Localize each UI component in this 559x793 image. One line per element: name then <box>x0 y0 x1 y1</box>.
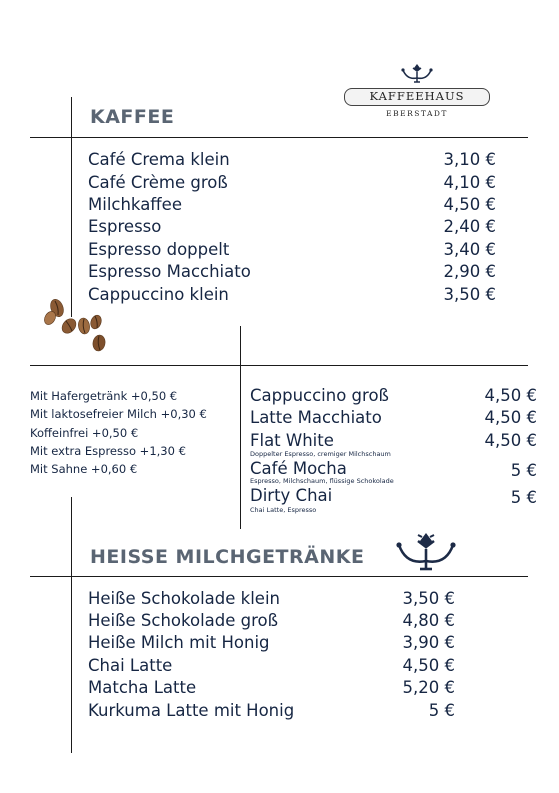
menu-item-description: Doppelter Espresso, cremiger Milchschaum <box>250 450 391 458</box>
menu-item-price: 4,50 € <box>484 386 537 405</box>
menu-item-price: 4,50 € <box>484 408 537 427</box>
menu-item-name: Heiße Milch mit Honig <box>88 633 270 652</box>
menu-item-name: Chai Latte <box>88 656 173 675</box>
extra-item: Koffeinfrei +0,50 € <box>30 426 139 440</box>
menu-item-price: 2,90 € <box>443 262 496 281</box>
rule-vertical-middle <box>240 326 241 529</box>
menu-item-price: 2,40 € <box>443 217 496 236</box>
chandelier-icon <box>396 531 456 577</box>
menu-item-price: 5 € <box>428 701 455 720</box>
menu-item-description: Chai Latte, Espresso <box>250 506 317 514</box>
menu-item-price: 4,10 € <box>443 173 496 192</box>
menu-item-price: 4,50 € <box>443 195 496 214</box>
rule-horizontal-middle <box>30 365 528 366</box>
menu-item-price: 3,50 € <box>402 589 455 608</box>
menu-item-name: Milchkaffee <box>88 195 182 214</box>
menu-item-description: Espresso, Milchschaum, flüssige Schokolade <box>250 477 394 485</box>
menu-item-name: Kurkuma Latte mit Honig <box>88 701 295 720</box>
menu-item-name: Espresso <box>88 217 162 236</box>
menu-item-name: Heiße Schokolade klein <box>88 589 280 608</box>
rule-vertical-milch <box>71 497 72 753</box>
menu-item-price: 5 € <box>510 461 537 480</box>
menu-item-price: 3,10 € <box>443 150 496 169</box>
menu-item-price: 4,50 € <box>402 656 455 675</box>
kaffeehaus-logo <box>344 62 490 122</box>
extra-item: Mit Sahne +0,60 € <box>30 462 138 476</box>
extra-item: Mit laktosefreier Milch +0,30 € <box>30 407 207 421</box>
menu-item-name: Cappuccino groß <box>250 386 389 405</box>
menu-item-price: 4,50 € <box>484 431 537 450</box>
menu-item-name: Latte Macchiato <box>250 408 382 427</box>
menu-item-price: 3,90 € <box>402 633 455 652</box>
logo-location: EBERSTADT <box>386 109 448 118</box>
extra-item: Mit Hafergetränk +0,50 € <box>30 389 178 403</box>
rule-vertical-kaffee <box>71 97 72 317</box>
menu-item-name: Dirty Chai <box>250 486 333 505</box>
logo-name: KAFFEEHAUS <box>369 89 465 103</box>
menu-item-name: Cappuccino klein <box>88 285 229 304</box>
menu-item-price: 5 € <box>510 488 537 507</box>
section-title-milch: HEISSE MILCHGETRÄNKE <box>90 546 365 568</box>
chandelier-icon <box>401 62 433 88</box>
menu-item-name: Heiße Schokolade groß <box>88 611 279 630</box>
menu-item-price: 3,40 € <box>443 240 496 259</box>
menu-item-name: Café Mocha <box>250 459 347 478</box>
menu-item-name: Espresso doppelt <box>88 240 230 259</box>
menu-item-price: 4,80 € <box>402 611 455 630</box>
menu-item-name: Matcha Latte <box>88 678 197 697</box>
menu-item-name: Espresso Macchiato <box>88 262 251 281</box>
menu-item-price: 5,20 € <box>402 678 455 697</box>
menu-item-name: Café Crema klein <box>88 150 230 169</box>
coffee-beans-icon <box>44 296 110 364</box>
menu-item-name: Café Crème groß <box>88 173 228 192</box>
section-title-kaffee: KAFFEE <box>90 106 175 128</box>
menu-item-name: Flat White <box>250 431 334 450</box>
rule-horizontal-kaffee <box>30 137 528 138</box>
extra-item: Mit extra Espresso +1,30 € <box>30 444 186 458</box>
menu-item-price: 3,50 € <box>443 285 496 304</box>
